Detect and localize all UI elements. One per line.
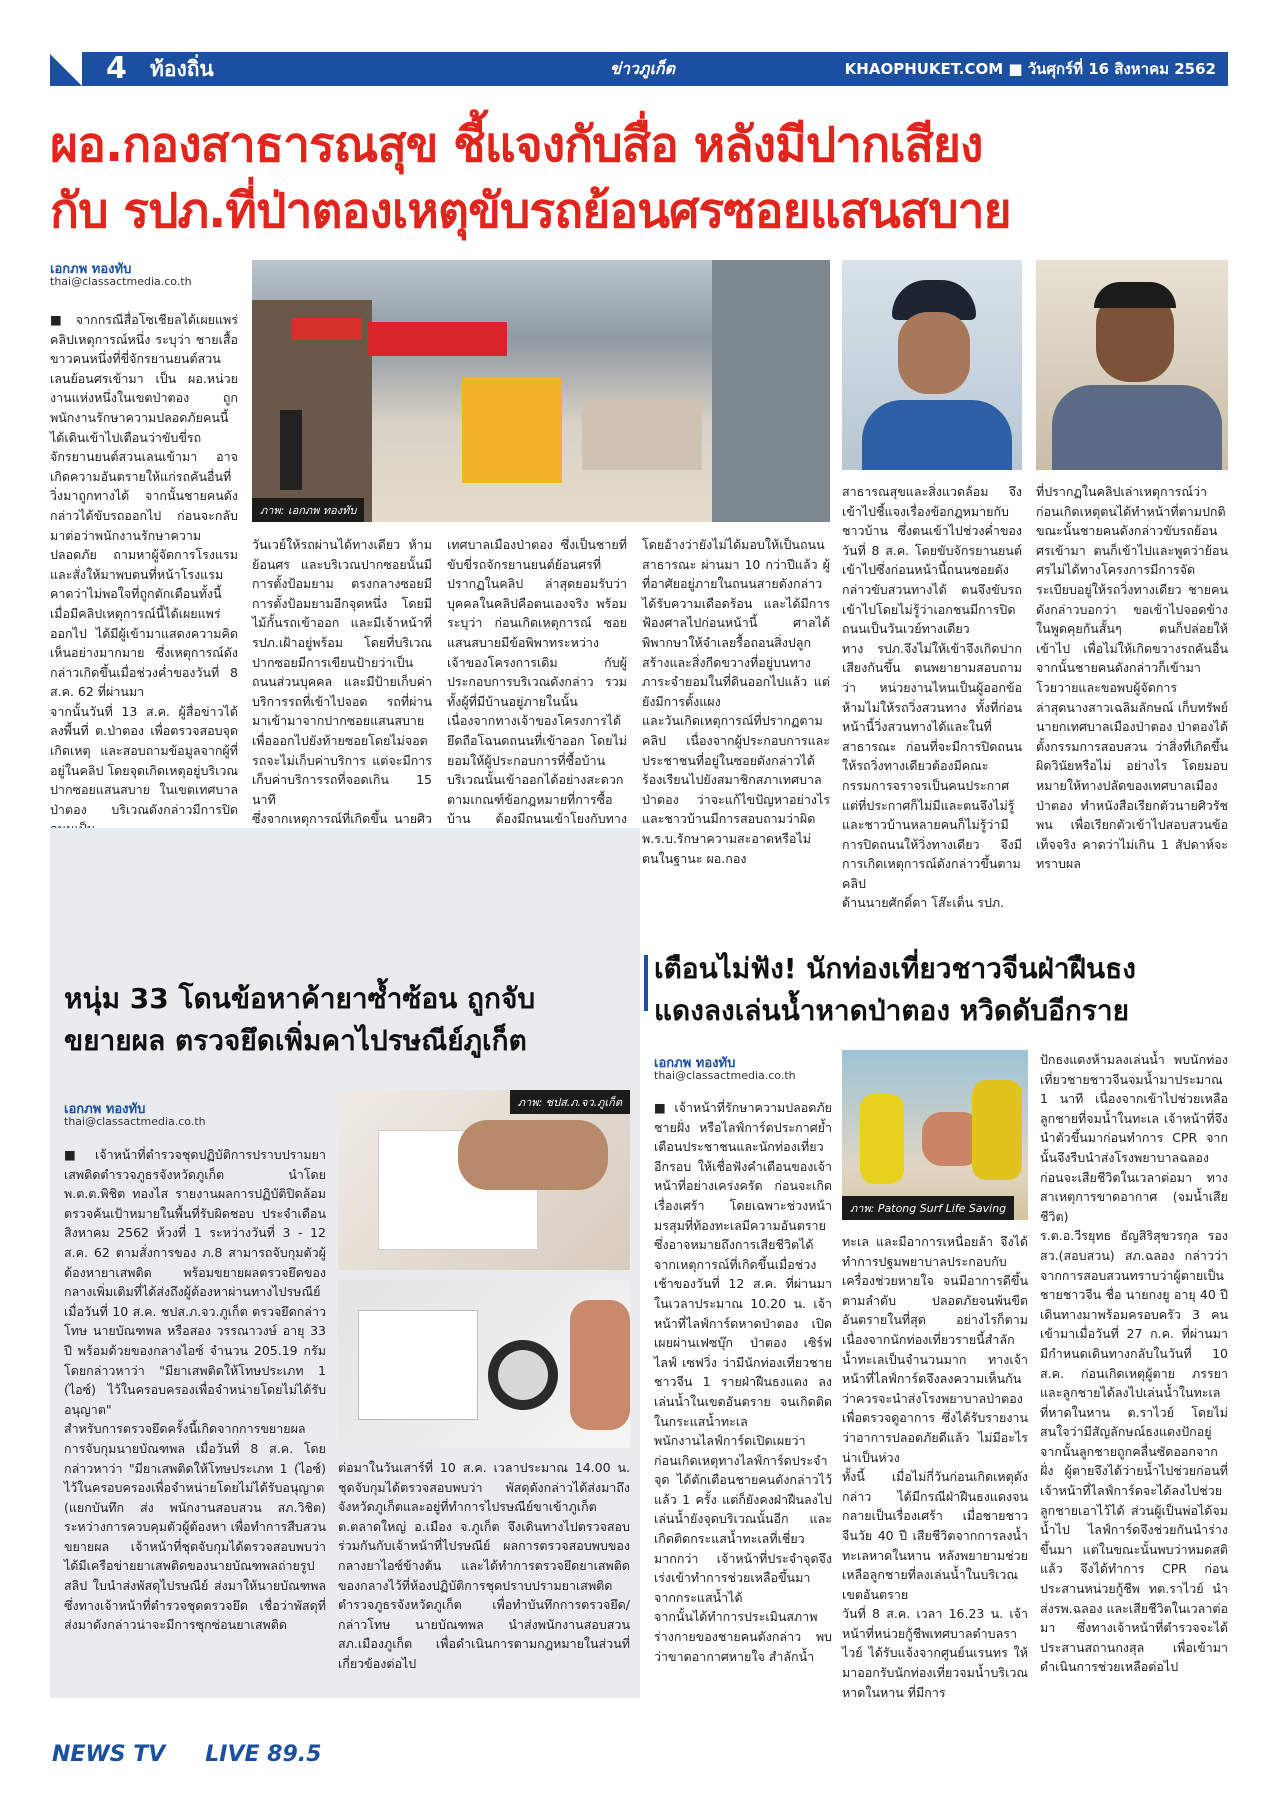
story2-photo-caption: ภาพ: ชปส.ภ.จว.ภูเก็ต (510, 1090, 630, 1114)
story1-column-2: วันเวย์ให้รถผ่านได้ทางเดียว ห้ามย้อนศร และบริเวณปากซอยนั้นมีการตั้งป้อมยาม ตรงกลางซอยมีการตั้งป้อมยามอีกจุดหนึ่ง โดยมีไม้กั้นรถเข้าออก และมีเจ้าหน้าที่ รปภ.เฝ้าอยู่พร้อม โดยที่บริเวณปากซอยมีการเขียนป้ายว่าเป็นถนนส่วนบุคคล และมีป้ายเก็บค่าบริการรถที่เข้าไปจอด รถที่ผ่านมาเข้ามาจากปากซอยแสนสบายเพื่อออกไปยังท้ายซอยโดยไม่จอดรถจะไม่เก็บค่าบริการ แต่จะมีการเก็บค่าบริการรถที่จอดเกิน 15 นาที ซึ่งจากเหตุการณ์ที่เกิดขึ้น นายศิว (252, 537, 432, 827)
story3-headline (654, 948, 1234, 1032)
story1-headline-line2: กับ รปภ.ที่ป่าตองเหตุขับรถย้อนศรซอยแสนสบาย (50, 183, 1011, 239)
story1-photo-caption: ภาพ: เอกภพ ทองทับ (252, 498, 364, 522)
story1-byline: เอกภพ ทองทับ (50, 262, 132, 277)
story3-column-3: ปักธงแดงห้ามลงเล่นน้ำ พบนักท่องเที่ยวชายชาวจีนจมน้ำมาประมาณ 1 นาที เนื่องจากเข้าไปช่วยเหลือลูกชายที่จมน้ำในทะเล เจ้าหน้าที่จึงนำตัวขึ้นมาก่อนทำการ CPR จากนั้นจึงรีบนำส่งโรงพยาบาลฉลอง ก่อนจะเสียชีวิตในเวลาต่อมา ทางสาเหตุการขาดอากาศ (จมน้ำเสียชีวิต) ร.ต.อ.วีรยุทธ ธัญสิริสุขวรกุล รอง สว.(สอบสวน) สภ.ฉลอง กล่าวว่า จากการสอบสวนทราบว่าผู้ตายเป็นชายชาวจีน ชื่อ นายกงยู อายุ 40 ปี เดินทางมาพร้อมครอบครัว 3 คน เข้ามาเมื่อวันที่ 27 ก.ค. ที่ผ่านมา มีกำหนดเดินทางกลับในวันที่ 10 ส.ค. ก่อนเกิดเหตุผู้ตาย ภรรยา และลูกชายได้ลงไปเล่นน้ำในทะเลที่หาดในหาน ต.ราไวย์ โดยไม่สนใจว่ามีสัญลักษณ์ธงแดงปักอยู่ จากนั้นลูกชายถูกคลื่นซัดออกจากฝั่ง ผู้ตายจึงได้ว่ายน้ำไปช่วยก่อนที่เจ้าหน้าที่ไลฟ์การ์ดจะได้ลงไปช่วยลูกชายเอาไว้ได้ ส่วนผู้เป็นพ่อได้จมน้ำไป ไลฟ์การ์ดจึงช่วยกันนำร่างขึ้นมา แต่ในขณะนั้นพบว่าหมดสติแล้ว จึงได้ทำการ CPR ก่อนประสานหน่วยกู้ชีพ ทต.ราไวย์ นำส่งรพ.ฉลอง และเสียชีวิตในเวลาต่อมา ซึ่งทางเจ้าหน้าที่ตำรวจจะได้ประสานสถานกงสุล เพื่อเข้ามาดำเนินการช่วยเหลือต่อไป (1040, 1052, 1228, 1675)
story2-email: thai@classactmedia.co.th (64, 1115, 206, 1128)
story1-headline (50, 112, 1230, 244)
story1-column-4: โดยอ้างว่ายังไม่ได้มอบให้เป็นถนนสาธารณะ ผ่านมา 10 กว่าปีแล้ว ผู้ที่อาศัยอยู่ภายในถนนสายดังกล่าวได้รับความเดือดร้อน และได้มีการฟ้องศาลไปก่อนหน้านี้ ศาลได้พิพากษาให้จำเลยรื้อถอนสิ่งปลูกสร้างและสิ่งกีดขวางที่อยู่บนทางภาระจำยอมในที่ดินออกไปแล้ว แต่ยังมีการตั้งแผง และวันเกิดเหตุการณ์ที่ปรากฏตามคลิป เนื่องจากผู้ประกอบการและประชาชนที่อยู่ในซอยดังกล่าวได้ร้องเรียนไปยังสมาชิกสภาเทศบาลป่าตอง ว่าจะแก้ไขปัญหาอย่างไร และชาวบ้านมีการสอบถามว่าผิด พ.ร.บ.รักษาความสะอาดหรือไม่ ตนในฐานะ ผอ.กอง (642, 537, 830, 866)
live-radio-logo: LIVE 89.5 (205, 1742, 322, 1767)
story2-headline (64, 978, 634, 1062)
story3-column-2: ทะเล และมีอาการเหนื่อยล้า จึงได้ทำการปฐมพยาบาลประกอบกับเครื่องช่วยหายใจ จนมีอาการดีขึ้นตามลำดับ ปลอดภัยจนพ้นขีดอันตรายในที่สุด อย่างไรก็ตาม เนื่องจากนักท่องเที่ยวรายนี้สำลักน้ำทะเลเป็นจำนวนมาก ทางเจ้าหน้าที่ไลฟ์การ์ดจึงลงความเห็นกันว่าควรจะนำส่งโรงพยาบาลป่าตอง เพื่อตรวจดูอาการ ซึ่งได้รับรายงานว่าอาการปลอดภัยดีแล้ว ไม่มีอะไรน่าเป็นห่วง ทั้งนี้ เมื่อไม่กี่วันก่อนเกิดเหตุดังกล่าว ได้มีกรณีฝ่าฝืนธงแดงจนกลายเป็นเรื่องเศร้า เมื่อชายชาวจีนวัย 40 ปี เสียชีวิตจากการลงน้ำทะเลหาดในหาน หลังพยายามช่วยเหลือลูกชายที่ลงเล่นน้ำในบริเวณเขตอันตราย วันที่ 8 ส.ค. เวลา 16.23 น. เจ้าหน้าที่หน่วยกู้ชีพเทศบาลตำบลราไวย์ ได้รับแจ้งจากศูนย์นเรนทร ให้มาออกรับนักท่องเที่ยวจมน้ำบริเวณหาดในหาน ที่มีการ (842, 1234, 1028, 1700)
story1-headline-line1: ผอ.กองสาธารณสุข ชี้แจงกับสื่อ หลังมีปากเสียง (50, 117, 983, 173)
newspaper-logo: ข่าวภูเก็ต (610, 59, 675, 78)
story2-headline-line1: หนุ่ม 33 โดนข้อหาค้ายาซ้ำซ้อน ถูกจับ (64, 982, 536, 1015)
story2-column-1: ■เจ้าหน้าที่ตำรวจชุดปฏิบัติการปราบปรามยาเสพติดตำรวจภูธรจังหวัดภูเก็ต นำโดย พ.ต.ต.พิชิต ทองไส รายงานผลการปฏิบัติปิดล้อมตรวจค้นเป้าหมายในพื้นที่รับผิดชอบ ประจำเดือน สิงหาคม 2562 ห้วงที่ 1 ระหว่างวันที่ 3 - 12 ส.ค. 62 ตามสั่งการของ ภ.8 สามารถจับกุมตัวผู้ต้องหายาเสพติด พร้อมขยายผลตรวจยึดของกลางเพิ่มเติมที่ได้ส่งถึงผู้ต้องหาผ่านทางไปรษณีย์ เมื่อวันที่ 10 ส.ค. ชปส.ภ.จว.ภูเก็ต ตรวจยึดกล่าวโทษ นายบัณฑพล หรือสอง วรรณาวงษ์ อายุ 33 ปี พร้อมด้วยของกลางไอซ์ จำนวน 205.19 กรัม โดยกล่าวหาว่า "มียาเสพติดให้โทษประเภท 1 (ไอซ์) ไว้ในครอบครองเพื่อจำหน่ายโดยไม่ได้รับอนุญาต" สำหรับการตรวจยึดครั้งนี้เกิดจากการขยายผลการจับกุมนายบัณฑพล เมื่อวันที่ 8 ส.ค. โดยกล่าวหาว่า "มียาเสพติดให้โทษประเภท 1 (ไอซ์) ไว้ในครอบครองเพื่อจำหน่ายโดยไม่ได้รับอนุญาต (แยกบันทึก ส่ง พนักงานสอบสวน สภ.วิชิต) ระหว่างการควบคุมตัวผู้ต้องหา เพื่อทำการสืบสวนขยายผล เจ้าหน้าที่ชุดจับกุมได้ตรวจสอบพบว่า ได้มีเครือข่ายยาเสพติดของนายบัณฑพลถ่ายรูปสลิป ใบนำส่งพัสดุไปรษณีย์ ส่งมาให้นายบัณฑพล ซึ่งทางเจ้าหน้าที่ตำรวจชุดตรวจยึด เชื่อว่าพัสดุที่ส่งมาดังกล่าวน่าจะมีการซุกซ่อนยาเสพติด (64, 1147, 326, 1633)
story3-photo-caption: ภาพ: Patong Surf Life Saving (842, 1196, 1014, 1220)
corner-mark (48, 52, 82, 86)
story1-email: thai@classactmedia.co.th (50, 275, 192, 288)
story2-parcel-photo (338, 1090, 630, 1270)
story1-column-6: ที่ปรากฏในคลิปเล่าเหตุการณ์ว่า ก่อนเกิดเหตุตนได้ทำหน้าที่ตามปกติ ขณะนั้นชายคนดังกล่าวขับรถย้อนศรเข้ามา ตนก็เข้าไปและพูดว่าย้อนศรไม่ได้ทางโครงการมีการจัดระเบียบอยู่ให้รถวิ่งทางเดียว ชายคนดังกล่าวบอกว่า ขอเข้าไปจอดข้างในพูดคุยกันสั้นๆ ตนก็ปล่อยให้เข้าไป เพื่อไม่ให้เกิดขวางรถคันอื่น จากนั้นชายคนดังกล่าวก็เข้ามาโวยวายและขอพบผู้จัดการ ล่าสุดนางสาวเฉลิมลักษณ์ เก็บทรัพย์ นายกเทศบาลเมืองป่าตอง ป่าตองได้ตั้งกรรมการสอบสวน ว่าสิ่งที่เกิดขึ้นผิดวินัยหรือไม่ อย่างไร โดยมอบหมายให้ทางปลัดของเทศบาลเมืองป่าตอง ทำหนังสือเรียกตัวนายศิวรัชพน เพื่อเรียกตัวเข้าไปสอบสวนข้อเท็จจริง คาดว่าไม่เกิน 1 สัปดาห์จะทราบผล (1036, 484, 1228, 872)
story3-headline-line1: เตือนไม่ฟัง! นักท่องเที่ยวชาวจีนฝ่าฝืนธง (654, 952, 1136, 985)
story3-byline: เอกภพ ทองทับ (654, 1056, 736, 1071)
section-name: ท้องถิ่น (150, 57, 214, 81)
story3-beach-photo (842, 1050, 1028, 1220)
story1-column-3: เทศบาลเมืองป่าตอง ซึ่งเป็นชายที่ขับขี่รถจักรยานยนต์ย้อนศรที่ปรากฏในคลิป ล่าสุดยอมรับว่า บุคคลในคลิปคือตนเองจริง พร้อมระบุว่า ก่อนเกิดเหตุการณ์ ซอยแสนสบายมีข้อพิพาทระหว่างเจ้าของโครงการเดิม กับผู้ประกอบการบริเวณดังกล่าว รวมทั้งผู้ที่มีบ้านอยู่ภายในนั้น เนื่องจากทางเจ้าของโครงการได้ยึดถือโฉนดถนนที่เข้าออก โดยไม่ยอมให้ผู้ประกอบการที่ซื้อบ้านบริเวณนั้นเข้าออกได้อย่างสะดวก ตามเกณฑ์ข้อกฎหมายที่การซื้อบ้าน ต้องมีถนนเข้าโยงกับทาง (447, 537, 627, 827)
story1-column-1: ■ จากกรณีสื่อโซเชียลได้เผยแพร่คลิปเหตุการณ์หนึ่ง ระบุว่า ชายเสื้อขาวคนหนึ่งที่ขี่จักรยานยนต์สวนเลนย้อนศรเข้ามา เป็น ผอ.หน่วยงานแห่งหนึ่งในเขตป่าตอง ถูกพนักงานรักษาความปลอดภัยคนนี้ได้เดินเข้าไปเตือนว่าขับขี่รถจักรยานยนต์สวนเลนเข้ามา อาจเกิดความอันตรายให้แก่รถคันอื่นที่วิ่งมาถูกทางได้ จากนั้นชายคนดังกล่าวได้ขับรถออกไป ก่อนจะกลับมาต่อว่าพนักงานรักษาความปลอดภัย ถามหาผู้จัดการโรงแรมและสั่งให้มาพบตนที่หน้าโรงแรม คาดว่าไม่พอใจที่ถูกตักเตือนทั้งนี้ เมื่อมีคลิปเหตุการณ์นี้ได้เผยแพร่ออกไป ได้มีผู้เข้ามาแสดงความคิดเห็นอย่างมากมาย ซึ่งเหตุการณ์ดังกล่าวเกิดขึ้นเมื่อช่วงค่ำของวันที่ 8 ส.ค. 62 ที่ผ่านมา จากนั้นวันที่ 13 ส.ค. ผู้สื่อข่าวได้ลงพื้นที่ ต.ป่าตอง เพื่อตรวจสอบจุดเกิดเหตุ และสอบถามข้อมูลจากผู้ที่อยู่ในคลิป โดยจุดเกิดเหตุอยู่บริเวณปากซอยแสนสบาย ในเขตเทศบาลป่าตอง บริเวณดังกล่าวมีการปิด (50, 312, 238, 817)
page-number: 4 (106, 51, 127, 86)
site-and-date: KHAOPHUKET.COM ■ วันศุกร์ที่ 16 สิงหาคม 2562 (844, 60, 1216, 78)
story2-byline: เอกภพ ทองทับ (64, 1102, 146, 1117)
story2-column-2: ต่อมาในวันเสาร์ที่ 10 ส.ค. เวลาประมาณ 14.00 น. ชุดจับกุมได้ตรวจสอบพบว่า พัสดุดังกล่าวได้ส่งมาถึงจังหวัดภูเก็ตและอยู่ที่ทำการไปรษณีย์ขาเข้าภูเก็ต ต.ตลาดใหญ่ อ.เมือง จ.ภูเก็ต จึงเดินทางไปตรวจสอบร่วมกันกับเจ้าหน้าที่ไปรษณีย์ ผลการตรวจสอบพบของกลางยาไอซ์ข้างต้น และได้ทำการตรวจยึดยาเสพติดของกลางไว้ที่ห้องปฏิบัติการชุดปราบปรามยาเสพติดตำรวจภูธรจังหวัดภูเก็ต เพื่อทำบันทึกการตรวจยึด/กล่าวโทษ นายบัณฑพล นำส่งพนักงานสอบสวน สภ.เมืองภูเก็ต เพื่อดำเนินการตามกฎหมายในส่วนที่เกี่ยวข้องต่อไป (338, 1460, 630, 1671)
story3-column-1: ■ เจ้าหน้าที่รักษาความปลอดภัยชายฝั่ง หรือไลฟ์การ์ดประกาศย้ำเตือนประชาชนและนักท่องเที่ยวอีกรอบ ให้เชื่อฟังคำเตือนของเจ้าหน้าที่อย่างเคร่งครัด ก่อนจะเกิดเรื่องเศร้า โดยเฉพาะช่วงหน้ามรสุมที่ท้องทะเลมีความอันตราย ซึ่งอาจหมายถึงการเสียชีวิตได้ จากเหตุการณ์ที่เกิดขึ้นเมื่อช่วงเช้าของวันที่ 12 ส.ค. ที่ผ่านมา ในเวลาประมาณ 10.20 น. เจ้าหน้าที่ไลฟ์การ์ดหาดป่าตอง เปิดเผยผ่านเฟซบุ๊ก ป่าตอง เซิร์ฟ ไลฟ์ เซฟวิ่ง ว่ามีนักท่องเที่ยวชายชาวจีน 1 รายฝ่าฝืนธงแดง ลงเล่นน้ำในเขตอันตราย จนเกิดติดในกระแสน้ำทะเล พนักงานไลฟ์การ์ดเปิดเผยว่า ก่อนเกิดเหตุทางไลฟ์การ์ดประจำจุด ได้ตักเตือนชายคนดังกล่าวไว้แล้ว 1 ครั้ง แต่ก็ยังคงฝ่าฝืนลงไปเล่นน้ำยังจุดบริเวณนั้นอีก และเกิดติดกระแสน้ำทะเลที่เชี่ยวมากกว่า เจ้าหน้าที่ประจำจุดจึงเร่งเข้าทำการช่วยเหลือขึ้นมาจากกระแสน้ำได้ จากนั้นได้ทำการประเมินสภาพร่างกายของชายคนดังกล่าว พบว่าขาดอากาศหายใจ สำลักน้ำ (654, 1100, 832, 1664)
story1-column-5: สาธารณสุขและสิ่งแวดล้อม จึงเข้าไปชี้แจงเรื่องข้อกฎหมายกับชาวบ้าน ซึ่งตนเข้าไปช่วงค่ำของวันที่ 8 ส.ค. โดยขับจักรยานยนต์เข้าไปซึ่งก่อนหน้านี้ถนนซอยดังกล่าวขับสวนทางได้ ตนจึงขับรถเข้าไปโดยไม่รู้ว่าเอกชนมีการปิดถนนเป็นวันเวย์ทางเดียว ทาง รปภ.จึงไม่ให้เข้าจึงเกิดปากเสียงกันขึ้น ตนพยายามสอบถามว่า หน่วยงานไหนเป็นผู้ออกข้อห้ามไม่ให้รถวิ่งสวนทาง ทั้งที่ก่อนหน้านี้วิ่งสวนทางได้และในที่สาธารณะ ก่อนที่จะมีการปิดถนนให้รถวิ่งทางเดียวต้องมีคณะกรรมการจราจรเป็นคนประกาศ แต่ที่ประกาศก็ไม่มีและตนจึงไม่รู้และชาวบ้านหลายคนก็ไม่รู้ว่ามีการปิดถนนให้วิ่งทางเดียว จึงมีการเกิดเหตุการณ์ดังกล่าวขึ้นตามคลิป ด้านนายศักดิ์ดา โส๊ะเต็น รปภ. (842, 484, 1022, 911)
news-tv-logo: NEWS TV (52, 1742, 166, 1767)
official-photo (1036, 260, 1228, 470)
story3-email: thai@classactmedia.co.th (654, 1069, 796, 1082)
page-header (50, 52, 1228, 86)
story3-accent-bar (644, 955, 648, 1011)
story3-headline-line2: แดงลงเล่นน้ำหาดป่าตอง หวิดดับอีกราย (654, 994, 1130, 1027)
story1-street-photo (252, 260, 830, 522)
security-guard-photo (842, 260, 1022, 470)
footer-logos (52, 1742, 321, 1767)
story2-evidence-photo (338, 1280, 630, 1448)
story2-headline-line2: ขยายผล ตรวจยึดเพิ่มคาไปรษณีย์ภูเก็ต (64, 1024, 527, 1057)
